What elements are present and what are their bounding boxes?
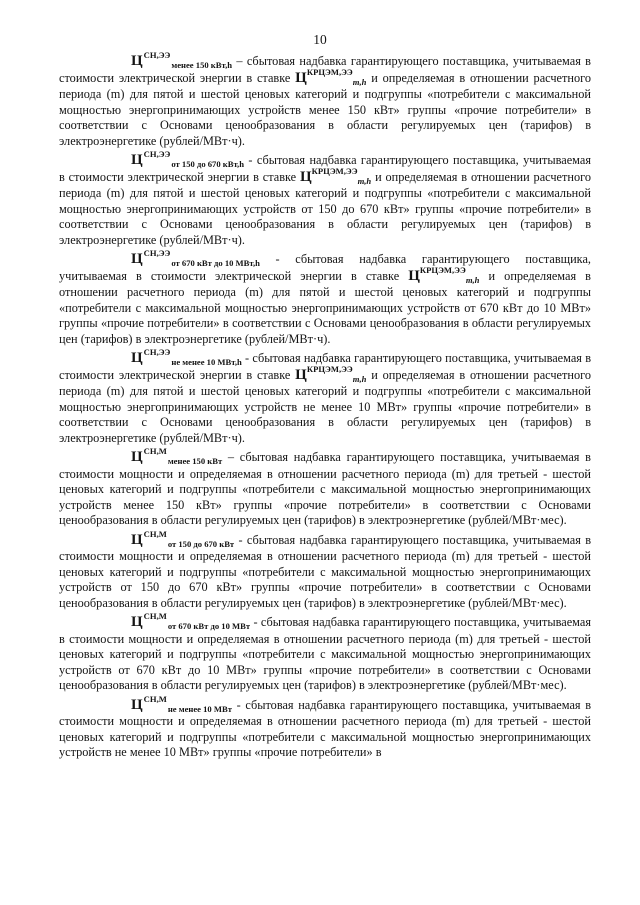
paragraph-capacity-150-670 [59, 528, 591, 612]
paragraph-text: и определяемая в отношении расчетного периода (m) для пятой и шестой ценовых категорий и подгруппы «потребители с максимальной мощностью энергопринимающих устройств менее 150 кВт» группы «прочие потребители» в соответствии с Основами ценообразования в области регулируемых цен (тарифов) в электроэнергетике (рублей/МВт·ч). [59, 70, 592, 148]
paragraph-capacity-670-10mw [59, 611, 591, 694]
paragraph-text: - сбытовая надбавка гарантирующего поставщика, учитываемая в стоимости электрической энергии в ставке [59, 153, 591, 184]
paragraph-capacity-less-150 [59, 446, 591, 529]
rate-symbol: $Ц^{КРЦЭМ,ЭЭ}_{m,h}$ [295, 363, 367, 384]
paragraph-text: - сбытовая надбавка гарантирующего поставщика, учитываемая в стоимости мощности и определяемая в отношении расчетного периода (m) для третьей - шестой ценовых категорий и подгруппы «потребители с максимальной мощностью энергопринимающих устройств от 670 кВт до 10 МВт» группы «прочие потребители» в соответствии с Основами ценообразования в области регулируемых цен (тарифов) в электроэнергетике (рублей/МВт·мес). [59, 615, 591, 692]
markup-symbol: $Ц^{СН,М}_{менее 150 кВт}$ [131, 446, 223, 466]
markup-symbol: $Ц^{СН,ЭЭ}_{менее 150 кВт,h}$ [131, 50, 232, 70]
document-body [59, 50, 592, 765]
paragraph-text: - сбытовая надбавка гарантирующего поставщика, учитываемая в стоимости электрической энергии в ставке [59, 252, 591, 283]
rate-symbol: $Ц^{КРЦЭМ,ЭЭ}_{m,h}$ [408, 264, 480, 285]
paragraph-energy-150-670 [59, 149, 591, 248]
paragraph-text: - сбытовая надбавка гарантирующего поставщика, учитываемая в стоимости электрической энергии в ставке [59, 351, 591, 382]
rate-symbol: $Ц^{КРЦЭМ,ЭЭ}_{m,h}$ [295, 66, 367, 87]
paragraph-text: – сбытовая надбавка гарантирующего поставщика, учитываемая в стоимости электрической энергии в ставке [59, 54, 591, 85]
paragraph-text: и определяемая в отношении расчетного периода (m) для пятой и шестой ценовых категорий и подгруппы «потребители с максимальной мощностью энергопринимающих устройств от 150 до 670 кВт» группы «прочие потребители» в соответствии с Основами ценообразования в области регулируемых цен (тарифов) в электроэнергетике (рублей/МВт·ч). [59, 169, 591, 247]
paragraph-text: - сбытовая надбавка гарантирующего поставщика, учитываемая в стоимости мощности и определяемая в отношении расчетного периода (m) для третьей - шестой ценовых категорий и подгруппы «потребители с максимальной мощностью энергопринимающих устройств не менее 10 МВт» группы «прочие потребители» в [59, 697, 591, 759]
markup-symbol: $Ц^{СН,М}_{не менее 10 МВт}$ [131, 693, 232, 714]
rate-symbol: $Ц^{КРЦЭМ,ЭЭ}_{m,h}$ [300, 165, 372, 186]
paragraph-text: – сбытовая надбавка гарантирующего поставщика, учитываемая в стоимости мощности и определяемая в отношении расчетного периода (m) для третьей - шестой ценовых категорий и подгруппы «потребители с максимальной мощностью энергопринимающих устройств менее 150 кВт» группы «прочие потребители» в соответствии с Основами ценообразования в области регулируемых цен (тарифов) в электроэнергетике (рублей/МВт·мес). [59, 450, 591, 527]
paragraph-energy-670-10mw [59, 248, 591, 347]
markup-symbol: $Ц^{СН,М}_{от 150 до 670 кВт}$ [131, 528, 235, 549]
paragraph-capacity-not-less-10mw [59, 693, 591, 761]
markup-symbol: $Ц^{СН,ЭЭ}_{не менее 10 МВт,h}$ [131, 347, 242, 367]
markup-symbol: $Ц^{СН,М}_{от 670 кВт до 10 МВт}$ [131, 611, 251, 631]
markup-symbol: $Ц^{СН,ЭЭ}_{от 150 до 670 кВт,h}$ [131, 149, 244, 169]
paragraph-energy-less-150 [59, 50, 592, 149]
page-number: 10 [313, 32, 327, 47]
paragraph-energy-not-less-10mw [59, 347, 592, 446]
markup-symbol: $Ц^{СН,ЭЭ}_{от 670 кВт до 10 МВт,h}$ [131, 248, 260, 268]
paragraph-text: - сбытовая надбавка гарантирующего поставщика, учитываемая в стоимости мощности и определяемая в отношении расчетного периода (m) для третьей - шестой ценовых категорий и подгруппы «потребители с максимальной мощностью энергопринимающих устройств от 150 до 670 кВт» группы «прочие потребители» в соответствии с Основами ценообразования в области регулируемых цен (тарифов) в электроэнергетике (рублей/МВт·мес). [59, 532, 591, 610]
paragraph-text: и определяемая в отношении расчетного периода (m) для пятой и шестой ценовых категорий и подгруппы «потребители с максимальной мощностью энергопринимающих устройств не менее 10 МВт» группы «прочие потребители» в соответствии с Основами ценообразования в области регулируемых цен (тарифов) в электроэнергетике (рублей/МВт·ч). [59, 367, 592, 445]
paragraph-text: и определяемая в отношении расчетного периода (m) для пятой и шестой ценовых категорий и подгруппы «потребители с максимальной мощностью энергопринимающих устройств от 670 кВт до 10 МВт» группы «прочие потребители» в соответствии с Основами ценообразования в области регулируемых цен (тарифов) в электроэнергетике (рублей/МВт·ч). [59, 268, 591, 346]
